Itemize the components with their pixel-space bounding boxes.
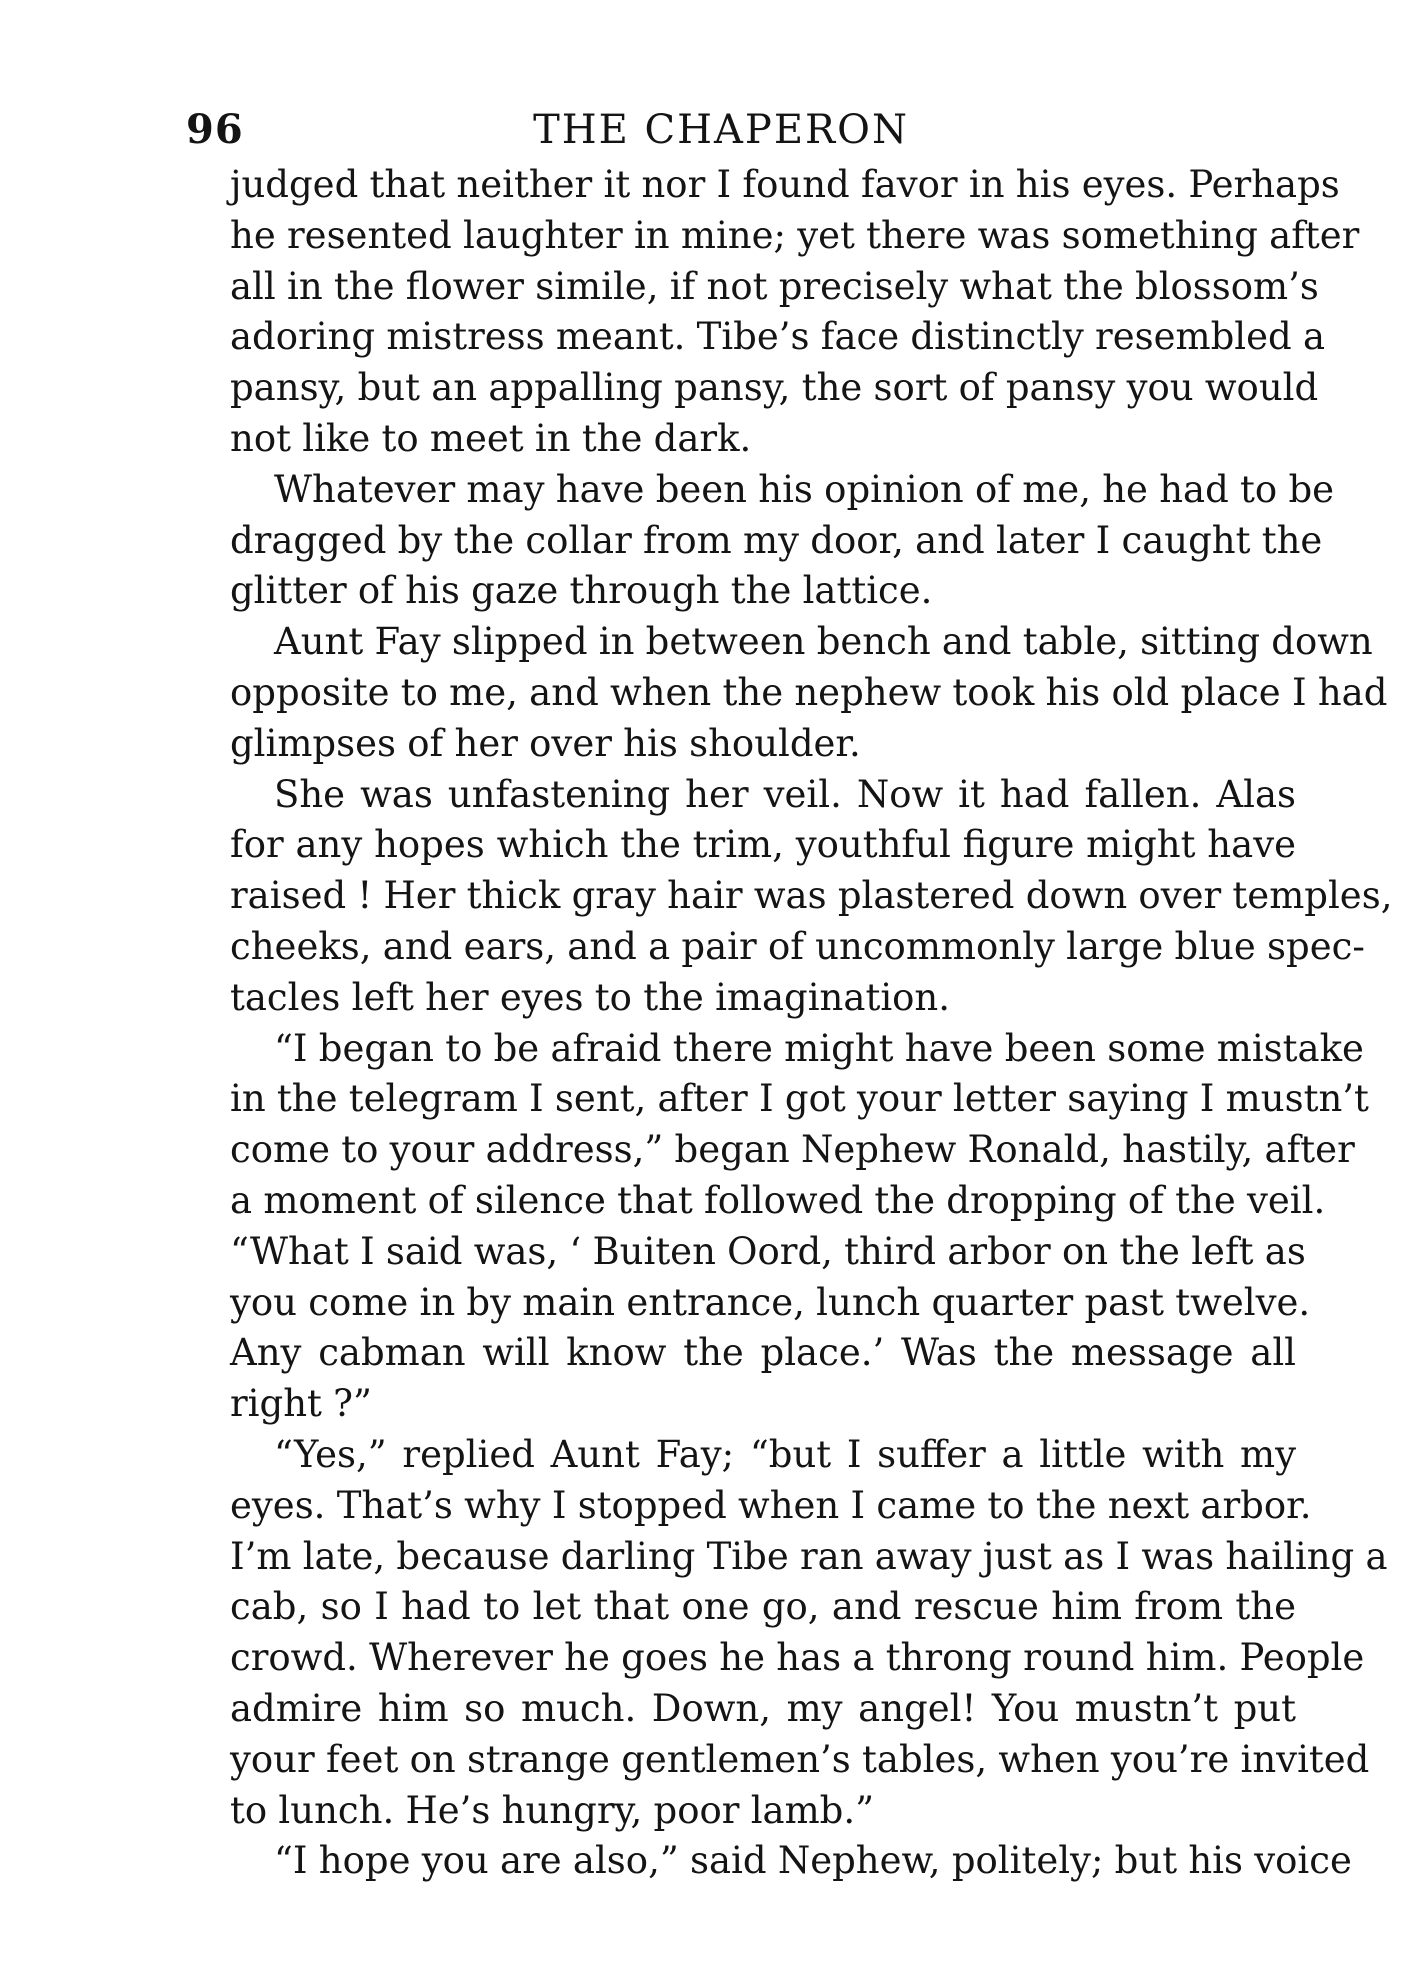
text-line: dragged by the collar from my door, and later I caught the xyxy=(230,518,1323,562)
paragraph xyxy=(186,1836,1352,1887)
text-line: eyes. That’s why I stopped when I came to the next arbor. xyxy=(230,1483,1312,1527)
body-text xyxy=(186,160,1393,1887)
paragraph xyxy=(186,1430,1388,1836)
text-line: “Yes,” replied Aunt Fay; “but I suffer a little with my xyxy=(274,1432,1296,1476)
paragraph xyxy=(186,617,1388,769)
text-line: raised ! Her thick gray hair was plastered down over temples, xyxy=(230,874,1393,918)
paragraph xyxy=(186,770,1393,1024)
text-line: to lunch. He’s hungry, poor lamb.” xyxy=(230,1788,875,1832)
text-line: Aunt Fay slipped in between bench and table, sitting down xyxy=(274,620,1373,664)
text-line: judged that neither it nor I found favor in his eyes. Perhaps xyxy=(230,163,1340,206)
text-line: he resented laughter in mine; yet there was something after xyxy=(230,213,1360,257)
book-page xyxy=(186,100,1393,1887)
text-line: your feet on strange gentlemen’s tables, when you’re invited xyxy=(230,1737,1370,1781)
text-line: “I began to be afraid there might have been some mistake xyxy=(274,1026,1364,1070)
paragraph xyxy=(186,1024,1369,1430)
text-line: pansy, but an appalling pansy, the sort of pansy you would xyxy=(230,366,1319,410)
text-line: “What I said was, ‘ Buiten Oord, third arbor on the left as xyxy=(230,1229,1306,1273)
book-title: THE CHAPERON xyxy=(533,107,909,153)
text-line: admire him so much. Down, my angel! You mustn’t put xyxy=(230,1686,1296,1730)
text-line: glitter of his gaze through the lattice. xyxy=(230,569,933,613)
running-head xyxy=(186,100,1296,160)
text-line: She was unfastening her veil. Now it had fallen. Alas xyxy=(274,772,1296,816)
text-line: cheeks, and ears, and a pair of uncommonly large blue spec- xyxy=(230,924,1365,968)
text-line: cab, so I had to let that one go, and rescue him from the xyxy=(230,1585,1296,1629)
text-line: right ?” xyxy=(230,1382,372,1426)
text-line: “I hope you are also,” said Nephew, politely; but his voice xyxy=(274,1839,1352,1883)
text-line: Whatever may have been his opinion of me, he had to be xyxy=(274,467,1335,511)
text-line: Any cabman will know the place.’ Was the message all xyxy=(230,1331,1296,1375)
paragraph xyxy=(186,465,1335,617)
text-line: I’m late, because darling Tibe ran away just as I was hailing a xyxy=(230,1534,1388,1578)
text-line: not like to meet in the dark. xyxy=(230,416,752,460)
text-line: adoring mistress meant. Tibe’s face distinctly resembled a xyxy=(230,315,1326,359)
text-line: opposite to me, and when the nephew took his old place I had xyxy=(230,670,1388,714)
text-line: for any hopes which the trim, youthful figure might have xyxy=(230,823,1296,867)
text-line: all in the flower simile, if not precisely what the blossom’s xyxy=(230,264,1319,308)
paragraph xyxy=(186,160,1360,465)
text-line: crowd. Wherever he goes he has a throng round him. People xyxy=(230,1636,1365,1680)
text-line: come to your address,” began Nephew Ronald, hastily, after xyxy=(230,1128,1355,1172)
text-line: in the telegram I sent, after I got your letter saying I mustn’t xyxy=(230,1077,1369,1121)
text-line: you come in by main entrance, lunch quarter past twelve. xyxy=(230,1280,1311,1324)
text-line: a moment of silence that followed the dropping of the veil. xyxy=(230,1178,1326,1222)
page-number: 96 xyxy=(186,106,244,153)
text-line: tacles left her eyes to the imagination. xyxy=(230,975,951,1019)
text-line: glimpses of her over his shoulder. xyxy=(230,721,861,765)
